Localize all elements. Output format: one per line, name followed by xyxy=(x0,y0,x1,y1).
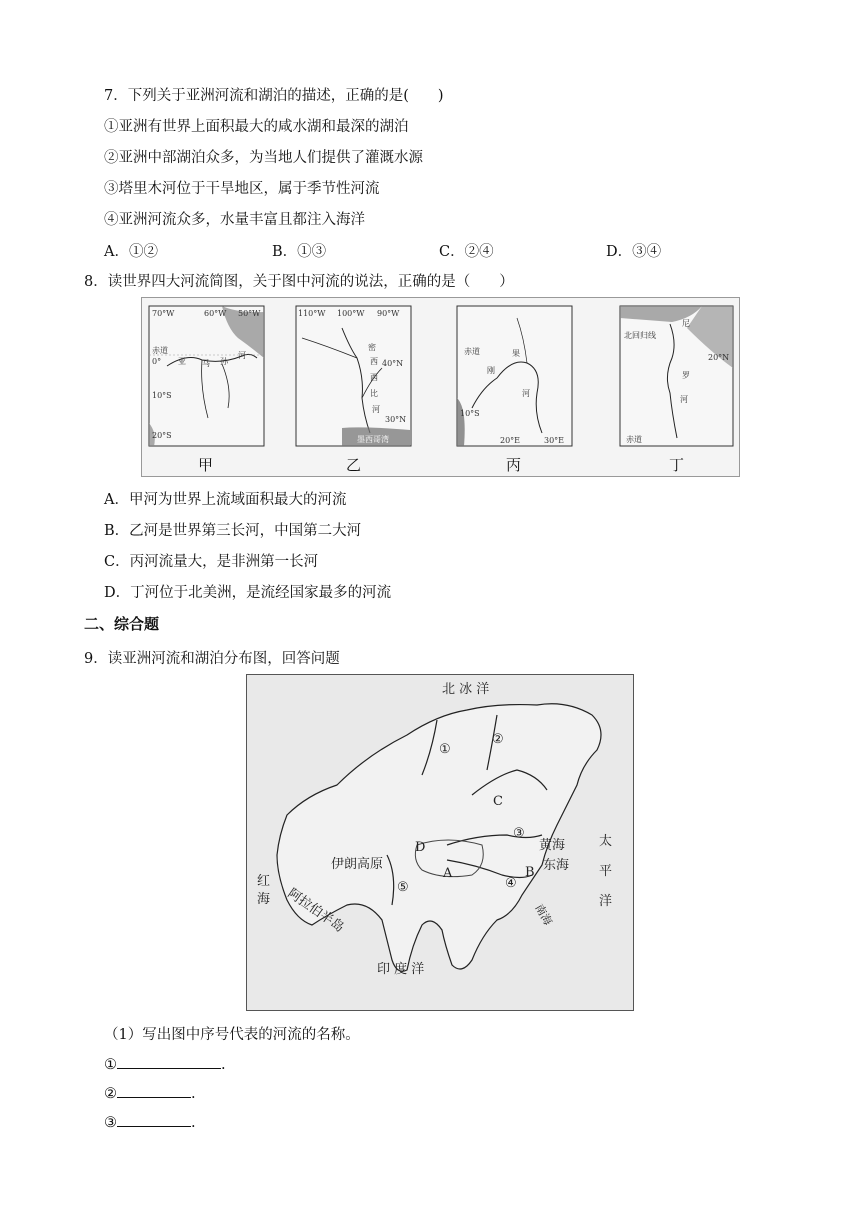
congo-char-2: 果 xyxy=(512,349,520,358)
answer-row-1: ① . xyxy=(104,1054,226,1073)
panel-nile xyxy=(620,306,733,446)
map-num-1: ① xyxy=(439,742,451,757)
miss-char-2: 西 xyxy=(370,357,378,366)
caption-bing: 丙 xyxy=(506,456,522,474)
map-east-sea: 东海 xyxy=(543,858,570,873)
map-pacific-2: 平 xyxy=(599,864,613,879)
q7-option-d: D．③④ xyxy=(606,244,662,260)
q7-stem: 7．下列关于亚洲河流和湖泊的描述，正确的是( ) xyxy=(104,88,444,104)
panel-amazon xyxy=(149,306,264,446)
amazon-equator: 赤道 xyxy=(152,346,168,355)
map-num-4: ④ xyxy=(505,876,517,891)
miss-char-4: 比 xyxy=(370,389,378,398)
amazon-lat-20s: 20°S xyxy=(152,431,172,440)
map-arabia: 阿拉伯半岛 xyxy=(284,885,347,936)
nile-char-2: 罗 xyxy=(682,371,690,380)
map-num-3: ③ xyxy=(513,826,525,841)
amazon-eq-zero: 0° xyxy=(152,357,162,366)
amazon-char-4: 河 xyxy=(238,351,246,360)
q8-option-c: C．丙河流量大，是非洲第一长河 xyxy=(104,554,319,570)
amazon-char-3: 孙 xyxy=(220,357,228,366)
q7-option-a: A．①② xyxy=(104,244,158,260)
answer-row-2: ② . xyxy=(104,1083,196,1102)
panel-congo xyxy=(457,306,572,446)
q9-sub1: （1）写出图中序号代表的河流的名称。 xyxy=(104,1027,360,1043)
congo-lon-30e: 30°E xyxy=(544,436,565,445)
answer-3-blank[interactable] xyxy=(117,1112,191,1127)
miss-gulf: 墨西哥湾 xyxy=(357,435,389,444)
nile-lat-20n: 20°N xyxy=(708,353,730,362)
nile-equator: 赤道 xyxy=(626,435,642,444)
answer-3-label: ③ xyxy=(104,1115,117,1131)
caption-jia: 甲 xyxy=(198,456,214,474)
congo-lat-10s: 10°S xyxy=(460,409,480,418)
panel-mississippi xyxy=(296,306,411,446)
q8-option-a: A．甲河为世界上流域面积最大的河流 xyxy=(104,492,347,508)
map-num-2: ② xyxy=(492,732,504,747)
miss-lon-1: 110°W xyxy=(298,309,326,318)
q7-item-3: ③塔里木河位于干旱地区，属于季节性河流 xyxy=(104,181,380,197)
asia-rivers-map xyxy=(246,674,634,1011)
map-red-sea-1: 红 xyxy=(257,874,271,889)
answer-1-label: ① xyxy=(104,1057,117,1073)
answer-row-3: ③ . xyxy=(104,1112,196,1131)
amazon-lon-1: 70°W xyxy=(152,309,175,318)
map-yellow-sea: 黄海 xyxy=(539,838,566,853)
map-pacific-1: 太 xyxy=(599,834,613,849)
q7-option-c: C．②④ xyxy=(439,244,494,260)
amazon-char-1: 亚 xyxy=(178,357,186,366)
amazon-lat-10s: 10°S xyxy=(152,391,172,400)
map-letter-a: A xyxy=(443,866,453,881)
map-letter-b: B xyxy=(525,865,535,880)
map-indian: 印 度 洋 xyxy=(377,962,425,977)
caption-ding: 丁 xyxy=(669,456,685,474)
congo-char-3: 河 xyxy=(522,389,530,398)
map-south-sea: 南海 xyxy=(532,902,555,928)
miss-char-1: 密 xyxy=(368,343,376,352)
congo-lon-20e: 20°E xyxy=(500,436,521,445)
miss-lat-40n: 40°N xyxy=(382,359,404,368)
congo-equator: 赤道 xyxy=(464,347,480,356)
q8-stem: 8．读世界四大河流简图，关于图中河流的说法，正确的是（ ） xyxy=(84,274,514,290)
miss-lat-30n: 30°N xyxy=(385,415,407,424)
section-title: 二、综合题 xyxy=(84,615,160,633)
q8-option-b: B．乙河是世界第三长河，中国第二大河 xyxy=(104,523,362,539)
nile-tropic: 北回归线 xyxy=(624,331,656,340)
four-rivers-figure xyxy=(141,297,740,477)
nile-char-1: 尼 xyxy=(682,319,690,328)
miss-lon-2: 100°W xyxy=(337,309,365,318)
amazon-lon-2: 60°W xyxy=(204,309,227,318)
q8-option-d: D．丁河位于北美洲，是流经国家最多的河流 xyxy=(104,585,392,601)
map-red-sea-2: 海 xyxy=(257,892,271,907)
map-pacific-3: 洋 xyxy=(599,894,613,909)
miss-char-3: 西 xyxy=(370,373,378,382)
amazon-lon-3: 50°W xyxy=(238,309,261,318)
q7-item-4: ④亚洲河流众多，水量丰富且都注入海洋 xyxy=(104,212,365,228)
caption-yi: 乙 xyxy=(346,456,362,474)
q7-option-b: B．①③ xyxy=(272,244,327,260)
map-iran: 伊朗高原 xyxy=(331,857,384,872)
q7-item-1: ①亚洲有世界上面积最大的咸水湖和最深的湖泊 xyxy=(104,119,409,135)
answer-2-blank[interactable] xyxy=(117,1083,191,1098)
map-num-5: ⑤ xyxy=(397,880,409,895)
map-letter-c: C xyxy=(493,794,503,809)
map-letter-d: D xyxy=(415,840,426,855)
miss-lon-3: 90°W xyxy=(377,309,400,318)
answer-1-blank[interactable] xyxy=(117,1054,221,1069)
map-arctic: 北 冰 洋 xyxy=(442,682,490,697)
q9-stem: 9．读亚洲河流和湖泊分布图，回答问题 xyxy=(84,651,340,667)
q7-item-2: ②亚洲中部湖泊众多，为当地人们提供了灌溉水源 xyxy=(104,150,423,166)
congo-char-1: 刚 xyxy=(487,366,495,375)
answer-2-label: ② xyxy=(104,1086,117,1102)
miss-char-5: 河 xyxy=(372,405,380,414)
nile-char-3: 河 xyxy=(680,395,688,404)
amazon-char-2: 马 xyxy=(202,359,210,368)
